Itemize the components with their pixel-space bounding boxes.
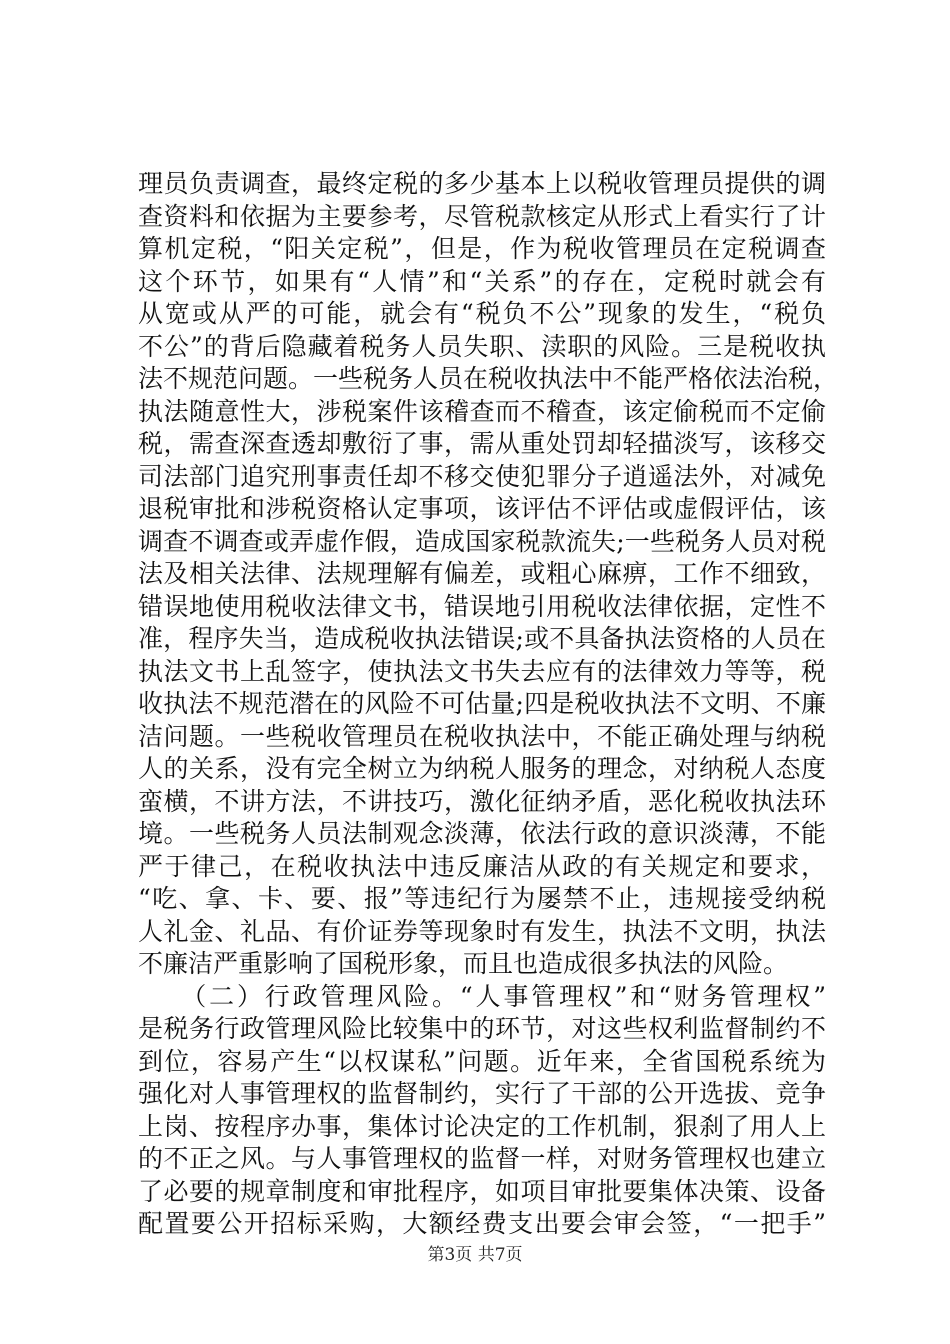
text-line: 上岗、按程序办事，集体讨论决定的工作机制，狠刹了用人上 (138, 1111, 826, 1141)
page-footer: 第3页 共7页 (427, 1245, 523, 1265)
text-line: 法不规范问题。一些税务人员在税收执法中不能严格依法治税， (138, 364, 839, 393)
text-line: 执法随意性大，涉税案件该稽查而不稽查，该定偷税而不定偷 (138, 396, 826, 426)
text-line: 查资料和依据为主要参考，尽管税款核定从形式上看实行了计 (138, 201, 826, 231)
text-line: 理员负责调查，最终定税的多少基本上以税收管理员提供的调 (138, 169, 826, 198)
text-line: 不公”的背后隐藏着税务人员失职、渎职的风险。三是税收执 (138, 331, 826, 361)
text-line: 这个环节，如果有“人情”和“关系”的存在，定税时就会有 (138, 266, 826, 296)
text-line: 强化对人事管理权的监督制约，实行了干部的公开选拔、竞争 (138, 1079, 826, 1108)
text-line: 算机定税，“阳关定税”，但是，作为税收管理员在定税调查 (138, 234, 826, 263)
text-line: 境。一些税务人员法制观念淡薄，依法行政的意识淡薄，不能 (138, 819, 826, 848)
text-line: 是税务行政管理风险比较集中的环节，对这些权利监督制约不 (138, 1014, 826, 1043)
text-line: 人礼金、礼品、有价证券等现象时有发生，执法不文明，执法 (138, 916, 826, 946)
text-line: 收执法不规范潜在的风险不可估量;四是税收执法不文明、不廉 (138, 689, 826, 718)
text-line: 法及相关法律、法规理解有偏差，或粗心麻痹，工作不细致， (138, 559, 826, 588)
text-line: 调查不调查或弄虚作假，造成国家税款流失;一些税务人员对税 (138, 526, 826, 556)
text-line: 的不正之风。与人事管理权的监督一样，对财务管理权也建立 (138, 1144, 826, 1173)
text-line: 了必要的规章制度和审批程序，如项目审批要集体决策、设备 (138, 1176, 826, 1206)
text-line: 退税审批和涉税资格认定事项，该评估不评估或虚假评估，该 (138, 494, 826, 523)
text-line: 人的关系，没有完全树立为纳税人服务的理念，对纳税人态度 (138, 754, 826, 783)
body-text (138, 168, 839, 1241)
text-line: 税，需查深查透却敷衍了事，需从重处罚却轻描淡写，该移交 (138, 429, 826, 458)
text-line: “吃、拿、卡、要、报”等违纪行为屡禁不止，违规接受纳税 (138, 884, 826, 913)
text-line: 蛮横，不讲方法，不讲技巧，激化征纳矛盾，恶化税收执法环 (138, 786, 826, 816)
text-line-paragraph-end: 不廉洁严重影响了国税形象，而且也造成很多执法的风险。 (138, 949, 789, 978)
text-line: 配置要公开招标采购，大额经费支出要会审会签，“一把手” (138, 1209, 826, 1238)
text-line: 准，程序失当，造成税收执法错误;或不具备执法资格的人员在 (138, 624, 826, 653)
text-line: 洁问题。一些税收管理员在税收执法中，不能正确处理与纳税 (138, 721, 826, 751)
text-line: 从宽或从严的可能，就会有“税负不公”现象的发生，“税负 (138, 299, 826, 328)
text-line-paragraph-start: （二）行政管理风险。“人事管理权”和“财务管理权” (138, 981, 826, 1011)
text-line: 司法部门追究刑事责任却不移交使犯罪分子逍遥法外，对减免 (138, 461, 826, 491)
text-line: 执法文书上乱签字，使执法文书失去应有的法律效力等等，税 (138, 656, 826, 686)
text-line: 严于律己，在税收执法中违反廉洁从政的有关规定和要求， (138, 851, 826, 881)
text-line: 到位，容易产生“以权谋私”问题。近年来，全省国税系统为 (138, 1046, 826, 1076)
text-line: 错误地使用税收法律文书，错误地引用税收法律依据，定性不 (138, 591, 826, 621)
